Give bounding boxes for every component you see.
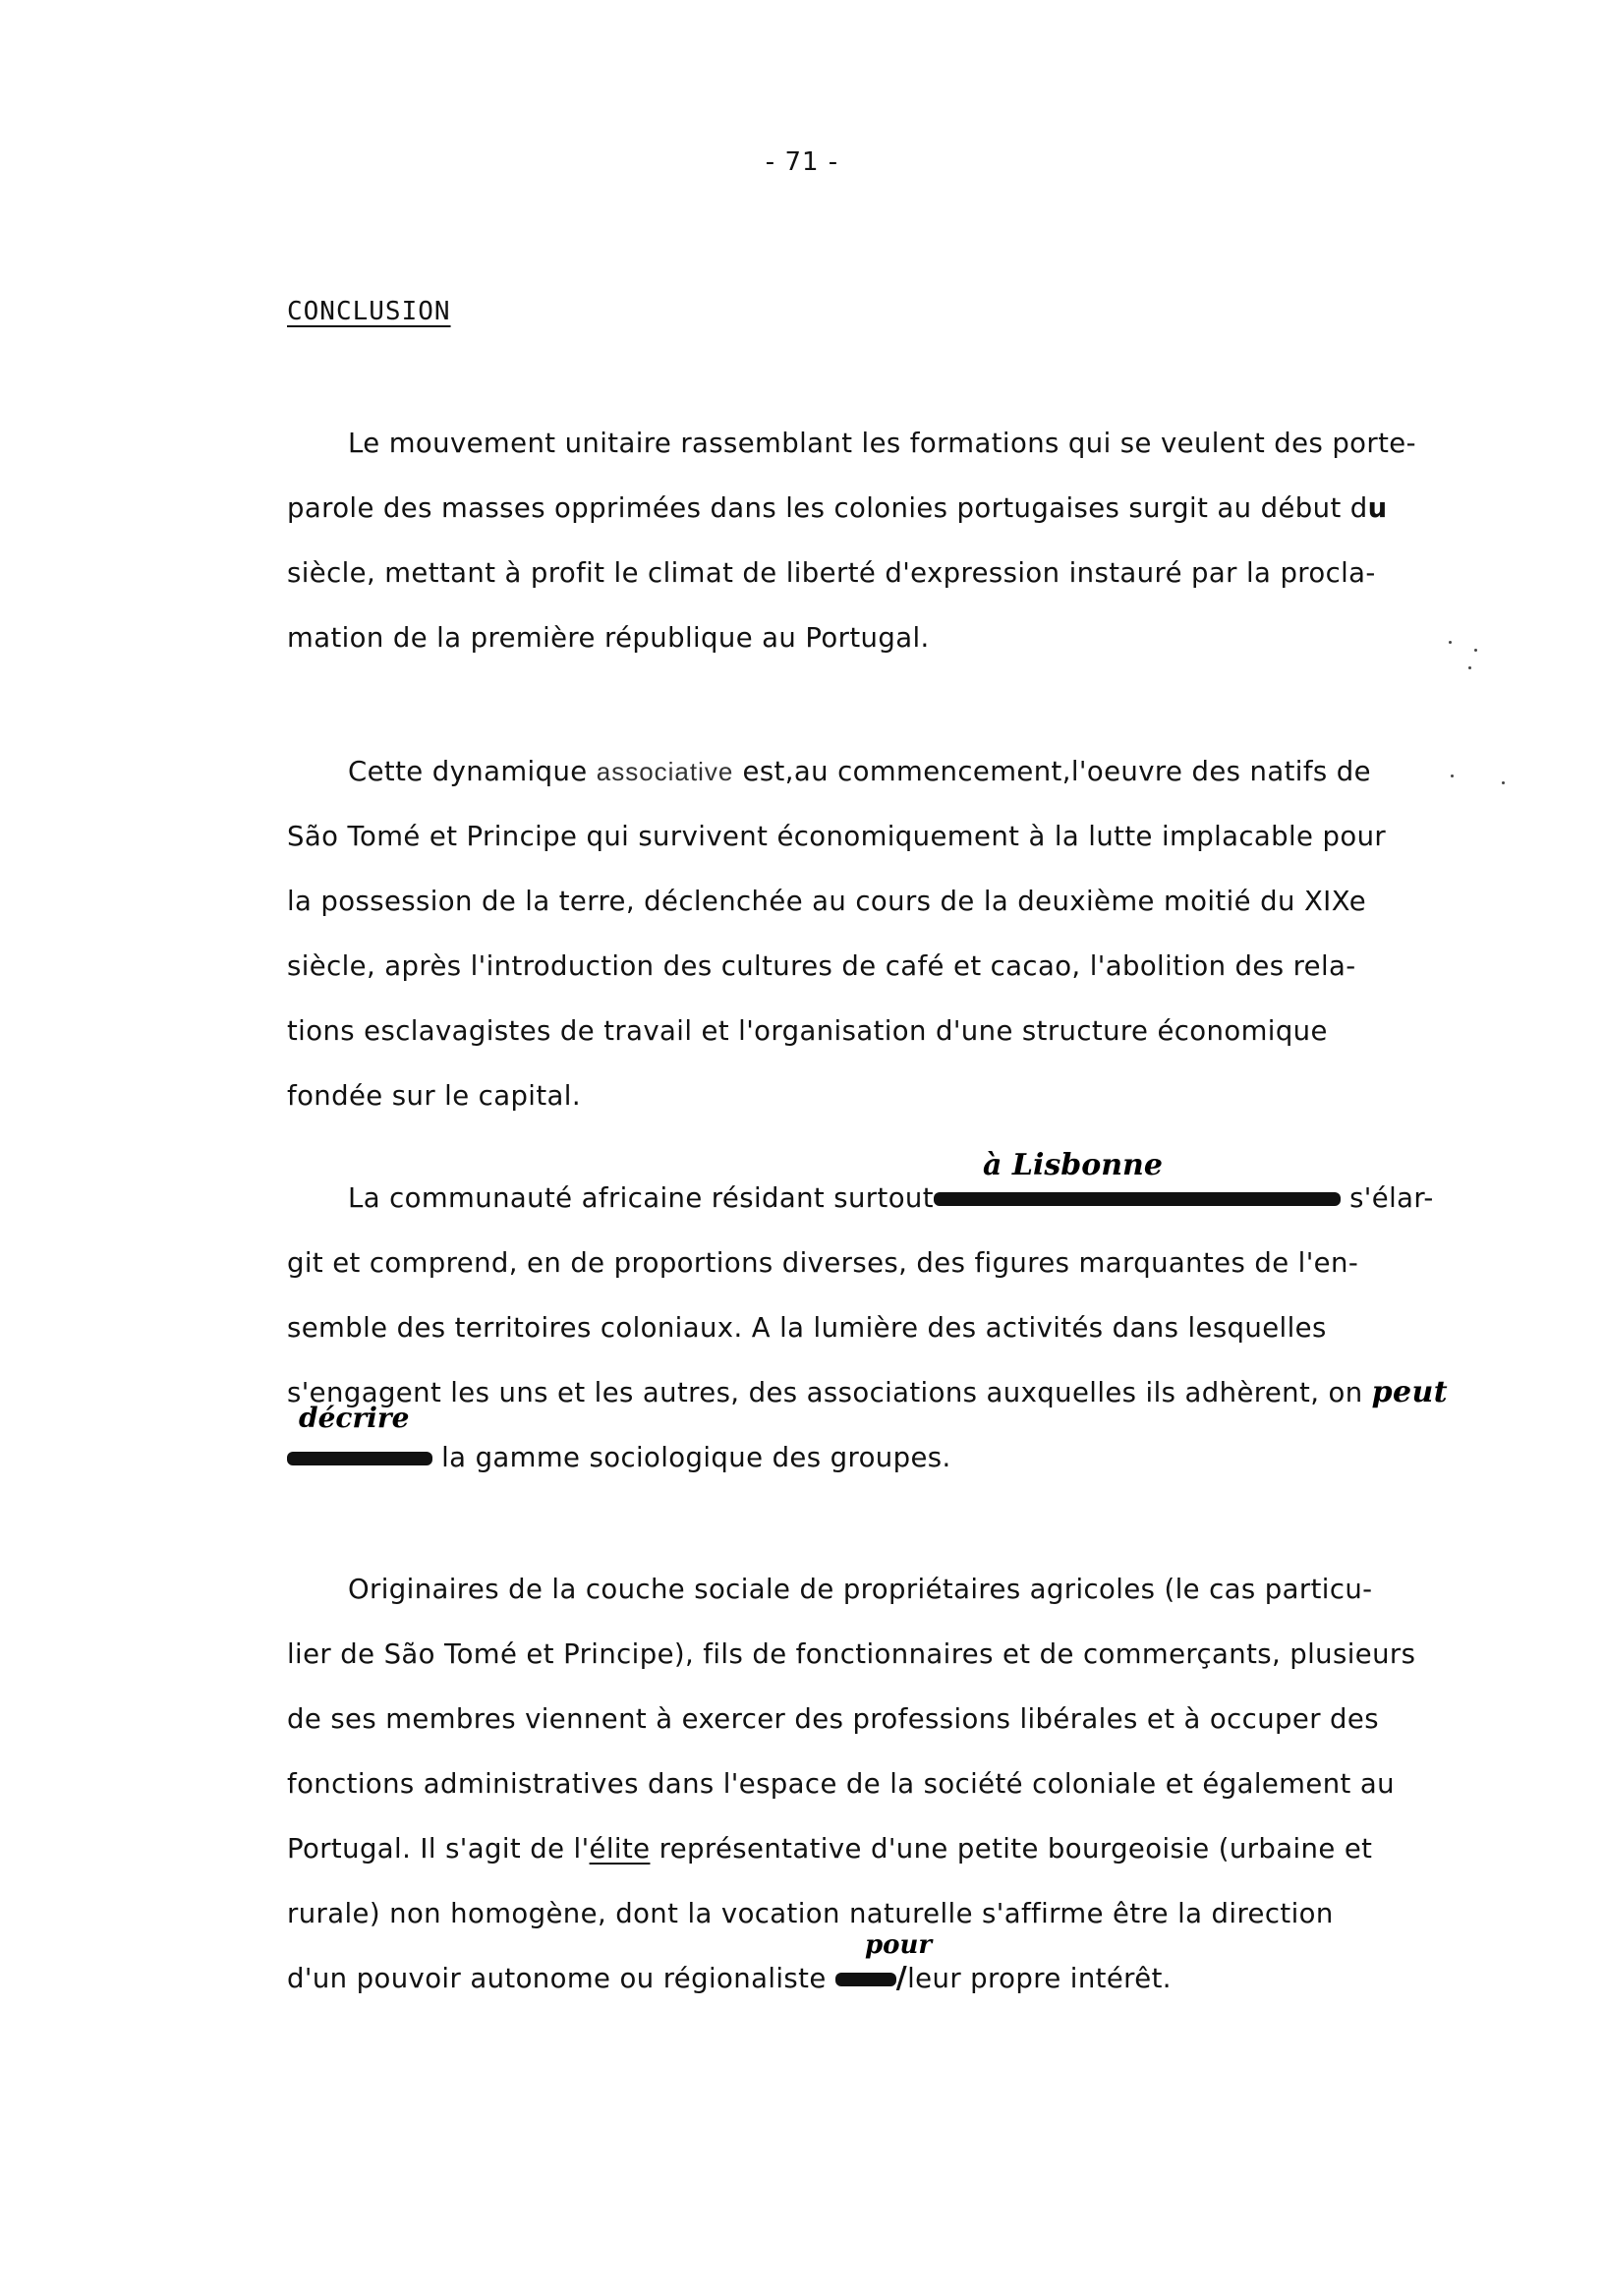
paragraph-1 bbox=[287, 411, 1506, 670]
paragraph-line: São Tomé et Principe qui survivent économiquement à la lutte implacable pour bbox=[287, 821, 1387, 852]
paragraph-line: Cette dynamique associative est,au commencement,l'oeuvre des natifs de bbox=[348, 756, 1371, 787]
paragraph-3 bbox=[287, 1166, 1506, 1490]
paragraph-line: fondée sur le capital. bbox=[287, 1080, 581, 1112]
paragraph-line: lier de São Tomé et Principe), fils de fonctionnaires et de commerçants, plusieurs bbox=[287, 1638, 1416, 1670]
paragraph-line: la possession de la terre, déclenchée au cours de la deuxième moitié du XIXe bbox=[287, 886, 1367, 917]
paragraph-line: d'un pouvoir autonome ou régionaliste /leur propre intérêt. bbox=[287, 1961, 1172, 1995]
page-number: - 71 - bbox=[765, 147, 839, 177]
paragraph-2 bbox=[287, 739, 1506, 1128]
paragraph-line: Portugal. Il s'agit de l'élite représentative d'une petite bourgeoisie (urbaine et bbox=[287, 1833, 1373, 1865]
paragraph-line: fonctions administratives dans l'espace de la société coloniale et également au bbox=[287, 1768, 1395, 1800]
paragraph-line: siècle, après l'introduction des cultures de café et cacao, l'abolition des rela- bbox=[287, 950, 1356, 982]
struck-text bbox=[835, 1973, 896, 1986]
paragraph-line: git et comprend, en de proportions diverses, des figures marquantes de l'en- bbox=[287, 1247, 1359, 1279]
struck-text bbox=[287, 1452, 432, 1465]
handwritten-correction: u bbox=[1367, 492, 1388, 524]
handwritten-insert-decrire: décrire bbox=[299, 1402, 410, 1434]
paragraph-line: La communauté africaine résidant surtout s'élar- bbox=[348, 1182, 1434, 1214]
paragraph-line: siècle, mettant à profit le climat de liberté d'expression instauré par la procla- bbox=[287, 557, 1376, 589]
paragraph-line: la gamme sociologique des groupes. bbox=[287, 1425, 1506, 1490]
handwritten-insert: peut bbox=[1371, 1375, 1449, 1409]
paragraph-line: s'engagent les uns et les autres, des associations auxquelles ils adhèrent, on peut bbox=[287, 1375, 1449, 1409]
paragraph-line: de ses membres viennent à exercer des professions libérales et à occuper des bbox=[287, 1703, 1379, 1735]
paragraph-line: tions esclavagistes de travail et l'organisation d'une structure économique bbox=[287, 1015, 1328, 1047]
paragraph-line: semble des territoires coloniaux. A la lumière des activités dans lesquelles bbox=[287, 1312, 1327, 1344]
paragraph-line: rurale) non homogène, dont la vocation naturelle s'affirme être la direction bbox=[287, 1898, 1334, 1929]
paragraph-line: Le mouvement unitaire rassemblant les formations qui se veulent des porte- bbox=[348, 428, 1416, 459]
section-heading: CONCLUSION bbox=[287, 297, 451, 326]
underlined-word: élite bbox=[589, 1833, 651, 1865]
handwritten-insert: associative bbox=[596, 757, 734, 786]
paragraph-line: Originaires de la couche sociale de propriétaires agricoles (le cas particu- bbox=[348, 1574, 1373, 1605]
handwritten-insert-lisbonne: à Lisbonne bbox=[983, 1148, 1163, 1182]
paragraph-line: mation de la première république au Portugal. bbox=[287, 622, 930, 654]
handwritten-insert-pour: pour bbox=[865, 1930, 933, 1960]
paragraph-line: parole des masses opprimées dans les colonies portugaises surgit au début du bbox=[287, 492, 1388, 524]
struck-text bbox=[934, 1192, 1341, 1206]
